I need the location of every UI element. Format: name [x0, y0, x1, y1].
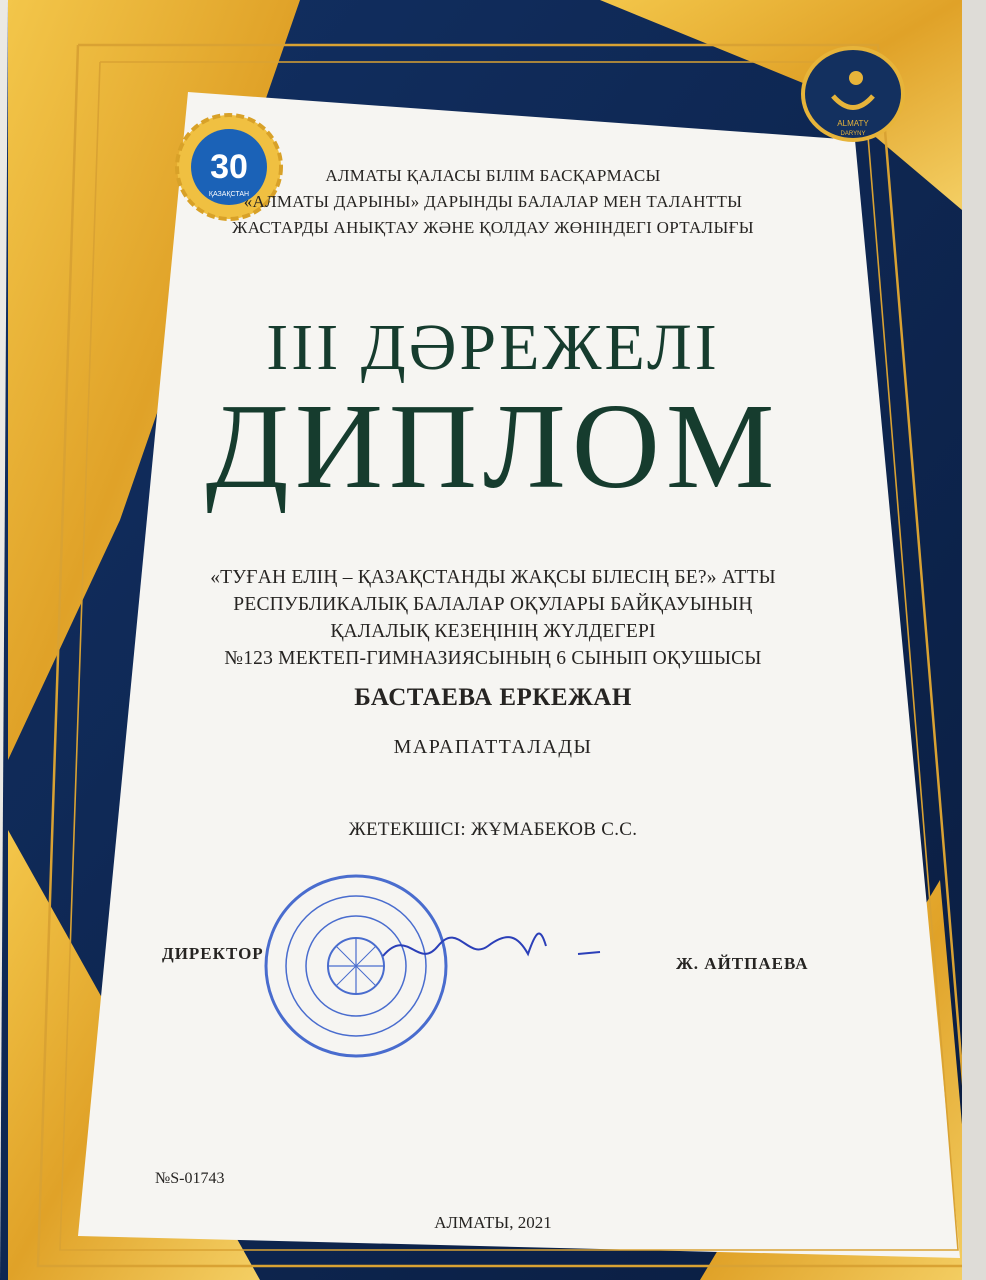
signature: [378, 916, 608, 976]
description-line-3: ҚАЛАЛЫҚ КЕЗЕҢІНІҢ ЖҮЛДЕГЕРІ: [330, 621, 656, 642]
signatory-name: Ж. АЙТПАЕВА: [676, 954, 809, 973]
mentor-line: ЖЕТЕКШІСІ: ЖҰМАБЕКОВ С.С.: [348, 819, 638, 840]
anniversary-caption: ҚАЗАҚСТАН: [208, 191, 250, 198]
organization-header: [0, 163, 986, 241]
organization-line-1: АЛМАТЫ ҚАЛАСЫ БІЛІМ БАСҚАРМАСЫ: [325, 166, 661, 185]
anniversary-number: 30: [210, 148, 248, 186]
almaty-daryny-logo: [798, 44, 908, 144]
organization-line-2: «АЛМАТЫ ДАРЫНЫ» ДАРЫНДЫ БАЛАЛАР МЕН ТАЛАНТТЫ: [243, 192, 743, 211]
city-year: АЛМАТЫ, 2021: [434, 1213, 552, 1232]
serial-number: №S-01743: [155, 1170, 225, 1187]
description-line-4: №123 МЕКТЕП-ГИМНАЗИЯСЫНЫҢ 6 СЫНЫП ОҚУШЫСЫ: [224, 648, 762, 669]
awarded-label: МАРАПАТТАЛАДЫ: [393, 736, 593, 758]
award-description: [0, 564, 986, 672]
recipient-name: БАСТАЕВА ЕРКЕЖАН: [354, 684, 632, 711]
description-line-2: РЕСПУБЛИКАЛЫҚ БАЛАЛАР ОҚУЛАРЫ БАЙҚАУЫНЫҢ: [233, 594, 753, 615]
diploma-title: ДИПЛОМ: [205, 379, 781, 514]
degree-heading: III ДӘРЕЖЕЛІ: [266, 311, 720, 384]
signature-role: ДИРЕКТОР: [162, 944, 264, 963]
description-line-1: «ТУҒАН ЕЛІҢ – ҚАЗАҚСТАНДЫ ЖАҚСЫ БІЛЕСІҢ БЕ?» АТТЫ: [210, 567, 776, 588]
brand-line2: DARYNY: [840, 131, 866, 137]
organization-line-3: ЖАСТАРДЫ АНЫҚТАУ ЖӘНЕ ҚОЛДАУ ЖӨНІНДЕГІ ОРТАЛЫҒЫ: [232, 218, 754, 237]
brand-line1: ALMATY: [837, 119, 869, 128]
